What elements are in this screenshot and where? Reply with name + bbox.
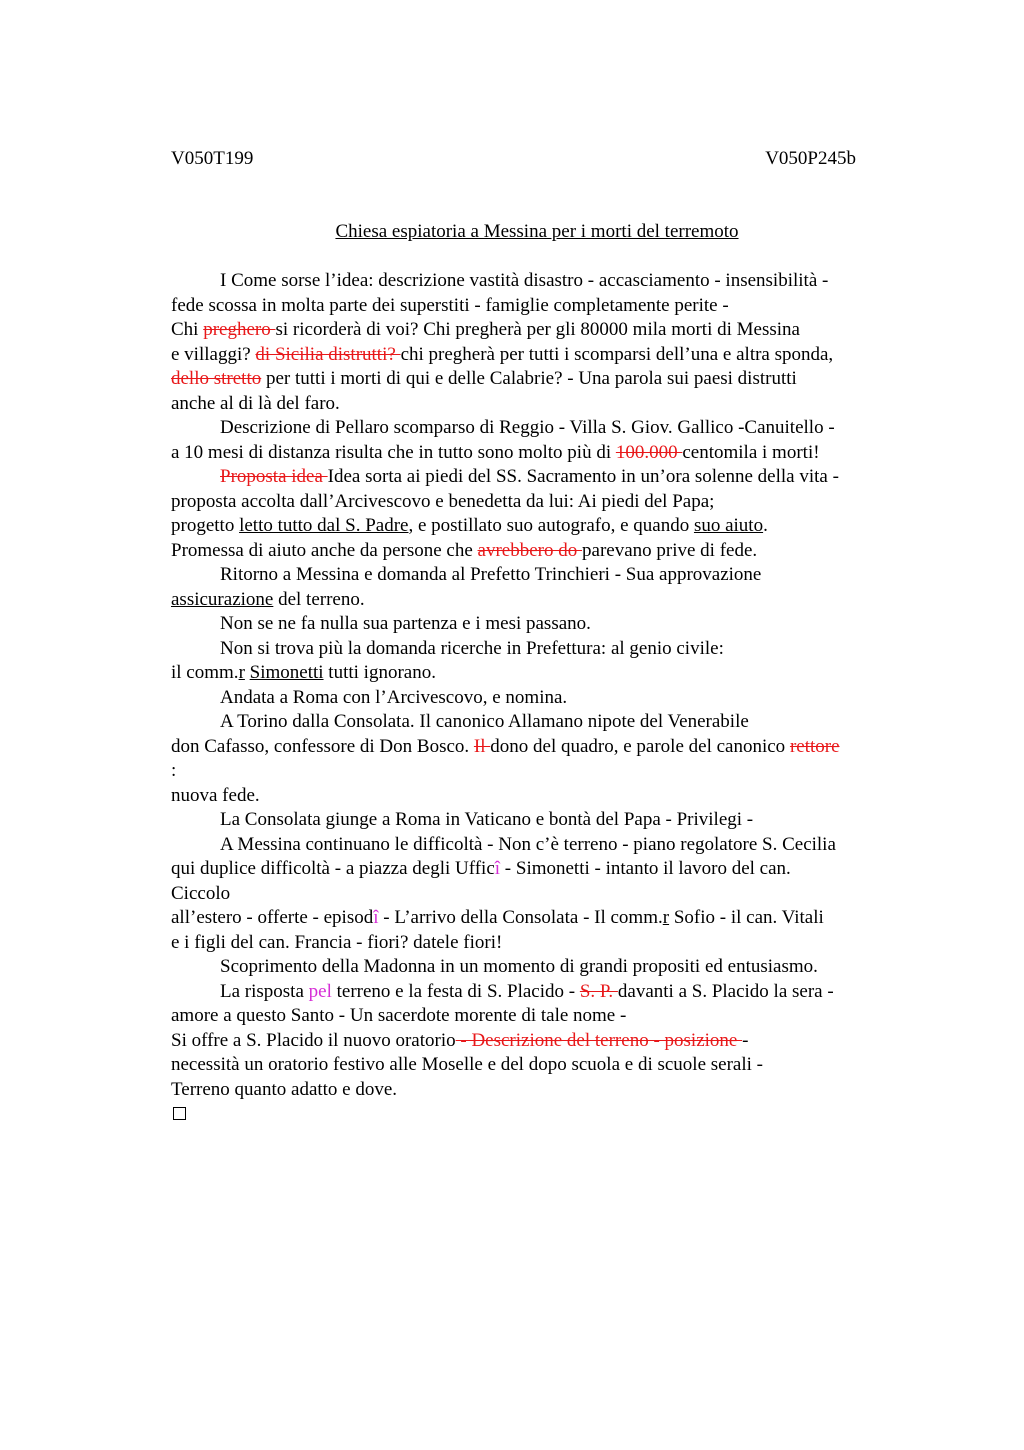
deleted-text: dello stretto	[171, 368, 262, 389]
document-title	[171, 221, 903, 243]
underlined-text: r	[662, 907, 670, 928]
text-segment: tutti ignorano.	[323, 662, 436, 683]
text-line	[171, 392, 916, 417]
text-segment: -	[742, 1029, 749, 1051]
text-segment: A Messina continuano le difficoltà - Non c’è terreno - piano regolatore S. Cecilia	[220, 833, 836, 855]
text-segment: :	[171, 760, 177, 781]
text-line	[171, 539, 916, 564]
text-segment: La Consolata giunge a Roma in Vaticano e bontà del Papa - Privilegi -	[220, 809, 754, 830]
text-segment: Ritorno a Messina e domanda al Prefetto Trinchieri - Sua approvazione	[220, 564, 762, 585]
text-segment: all’estero - offerte - episod	[171, 907, 374, 928]
text-segment: Scoprimento della Madonna in un momento di grandi propositi ed entusiasmo.	[220, 956, 818, 977]
text-segment: del terreno.	[273, 588, 365, 610]
text-segment: Non se ne fa nulla sua partenza e i mesi passano.	[220, 613, 591, 634]
text-segment: .	[763, 515, 768, 536]
text-segment: Andata a Roma con l’Arcivescovo, e nomina.	[220, 686, 568, 708]
text-segment: nuova fede.	[171, 784, 260, 806]
text-segment: Sofio - il can. Vitali	[669, 907, 824, 928]
text-segment: progetto	[171, 515, 240, 536]
text-line	[171, 882, 916, 907]
text-line	[171, 1078, 916, 1103]
text-line	[171, 833, 916, 858]
text-line	[171, 1029, 916, 1054]
document-title-text: Chiesa espiatoria a Messina per i morti del terremoto	[335, 221, 739, 242]
deleted-text: preghero	[203, 319, 276, 340]
highlighted-text: î	[494, 858, 501, 879]
underlined-text: assicurazione	[171, 588, 274, 610]
text-segment: per tutti i morti di qui e delle Calabrie? - Una parola sui paesi distrutti	[261, 368, 797, 389]
text-line	[171, 784, 916, 809]
text-line	[171, 269, 916, 294]
text-segment: davanti a S. Placido la sera -	[617, 980, 834, 1002]
text-line	[171, 318, 916, 343]
deleted-text: - Descrizione del terreno - posizione	[455, 1029, 743, 1051]
text-line	[171, 343, 916, 368]
underlined-text: suo aiuto	[693, 515, 764, 536]
text-segment: Descrizione di Pellaro scomparso di Reggio - Villa S. Giov. Gallico -Canuitello -	[220, 417, 835, 438]
deleted-text: Proposta idea	[220, 466, 328, 487]
deleted-text: rettore	[789, 735, 840, 757]
text-line	[171, 661, 916, 686]
text-segment: I Come sorse l’idea: descrizione vastità disastro - accasciamento - insensibilità -	[220, 270, 829, 291]
text-segment: - L’arrivo della Consolata - Il comm.	[378, 907, 663, 928]
text-segment: , e postillato suo autografo, e quando	[408, 515, 694, 536]
text-line	[171, 857, 916, 882]
text-segment: qui duplice difficoltà - a piazza degli Uffic	[171, 858, 495, 879]
document-code-right: V050P245b	[765, 148, 856, 169]
deleted-text: S. P.	[579, 980, 618, 1002]
text-line	[171, 367, 916, 392]
text-line	[171, 710, 916, 735]
text-segment: Chi	[171, 319, 204, 340]
text-segment: proposta accolta dall’Arcivescovo e benedetta da lui: Ai piedi del Papa;	[171, 490, 715, 512]
text-line	[171, 808, 916, 833]
text-segment: e i figli del can. Francia - fiori? datele fiori!	[171, 931, 503, 953]
text-line	[171, 1053, 916, 1078]
text-line	[171, 637, 916, 662]
text-segment: chi pregherà per tutti i scomparsi dell’una e altra sponda,	[400, 343, 834, 365]
deleted-text: di Sicilia distrutti?	[255, 343, 401, 365]
text-segment: - Simonetti - intanto il lavoro del can.	[500, 858, 791, 879]
text-segment: dono del quadro, e parole del canonico	[490, 735, 790, 757]
text-segment: necessità un oratorio festivo alle Moselle e del dopo scuola e di scuole serali -	[171, 1054, 763, 1075]
deleted-text: Il	[473, 735, 491, 757]
highlighted-text: î	[373, 907, 379, 928]
text-line	[171, 686, 916, 711]
text-line	[171, 612, 916, 637]
text-line	[171, 563, 916, 588]
text-segment: e villaggi?	[171, 343, 256, 365]
deleted-text: 100.000	[615, 441, 683, 463]
text-segment: si ricorderà di voi? Chi pregherà per gli 80000 mila morti di Messina	[275, 319, 800, 340]
text-segment: fede scossa in molta parte dei superstiti - famiglie completamente perite -	[171, 294, 729, 316]
text-segment: La risposta	[220, 980, 309, 1002]
highlighted-text: pel	[308, 980, 332, 1002]
end-marker-line	[171, 1102, 916, 1127]
text-segment: centomila i morti!	[682, 441, 820, 463]
text-segment: Promessa di aiuto anche da persone che	[171, 539, 478, 561]
text-line	[171, 588, 916, 613]
text-line	[171, 514, 916, 539]
text-line	[171, 759, 916, 784]
text-line	[171, 490, 916, 515]
text-line	[171, 735, 916, 760]
text-segment: amore a questo Santo - Un sacerdote morente di tale nome -	[171, 1005, 627, 1026]
text-segment: il comm.	[171, 662, 239, 683]
text-line	[171, 416, 916, 441]
text-segment: Ciccolo	[171, 882, 231, 904]
deleted-text: avrebbero do	[477, 539, 583, 561]
text-line	[171, 931, 916, 956]
underlined-text: letto tutto dal S. Padre	[239, 515, 409, 536]
text-segment: don Cafasso, confessore di Don Bosco.	[171, 735, 474, 757]
text-line	[171, 955, 916, 980]
text-segment: parevano prive di fede.	[582, 539, 758, 561]
document-body	[171, 269, 916, 1127]
text-line	[171, 980, 916, 1005]
text-segment: terreno e la festa di S. Placido -	[331, 980, 580, 1002]
text-line	[171, 294, 916, 319]
underlined-text: r	[238, 662, 245, 683]
underlined-text: Simonetti	[249, 662, 324, 683]
square-box-icon	[173, 1107, 186, 1120]
text-segment: A Torino dalla Consolata. Il canonico Allamano nipote del Venerabile	[220, 711, 749, 732]
text-segment: a 10 mesi di distanza risulta che in tutto sono molto più di	[171, 441, 616, 463]
text-segment: Idea sorta ai piedi del SS. Sacramento in un’ora solenne della vita -	[327, 466, 839, 487]
text-line	[171, 1004, 916, 1029]
text-segment: anche al di là del faro.	[171, 392, 340, 414]
text-segment: Terreno quanto adatto e dove.	[171, 1078, 398, 1100]
text-segment: Si offre a S. Placido il nuovo oratorio	[171, 1029, 456, 1051]
text-line	[171, 906, 916, 931]
text-line	[171, 441, 916, 466]
text-segment: Non si trova più la domanda ricerche in Prefettura: al genio civile:	[220, 637, 724, 659]
text-line	[171, 465, 916, 490]
document-code-left: V050T199	[171, 148, 254, 169]
